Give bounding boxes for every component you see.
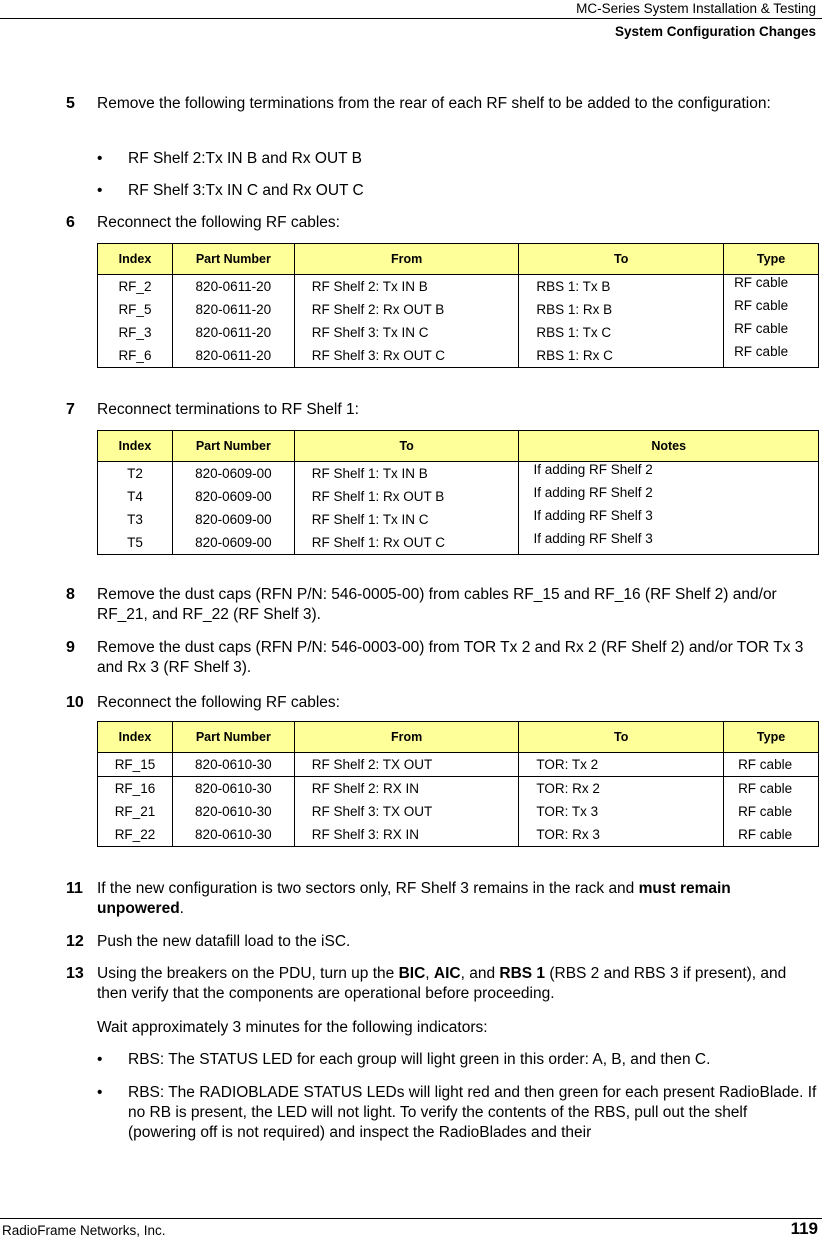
cell: RF_15 [98, 753, 173, 777]
step-text: Remove the dust caps (RFN P/N: 546-0005-00) from cables RF_15 and RF_16 (RF Shelf 2) and/or RF_21, and RF_22 (RF Shelf 3). [97, 586, 777, 623]
cell: RF cable [724, 823, 819, 847]
col-header: Type [724, 244, 819, 275]
cell: T3 [98, 508, 173, 531]
terminations-table [97, 430, 819, 555]
cell: RF Shelf 3: Tx IN C [294, 321, 519, 344]
cell: RBS 1: Rx B [519, 298, 724, 321]
cell: RF Shelf 3: Rx OUT C [294, 344, 519, 368]
table-header-row [98, 244, 819, 275]
cell: If adding RF Shelf 2 [519, 485, 819, 508]
emphasis-text: must remain unpowered [97, 880, 731, 917]
cell: RF Shelf 2: RX IN [294, 777, 519, 801]
bullet-text: RF Shelf 2:Tx IN B and Rx OUT B [128, 150, 363, 167]
rbs1-label: RBS 1 [499, 965, 546, 982]
cell: RF_6 [98, 344, 173, 368]
bullet-icon: • [97, 1084, 103, 1101]
aic-label: AIC [433, 965, 461, 982]
step-number: 5 [66, 95, 75, 112]
cell: RF Shelf 1: Rx OUT C [294, 531, 519, 555]
step-number: 8 [66, 586, 75, 603]
footer-company: RadioFrame Networks, Inc. [2, 1223, 166, 1238]
cell: RF Shelf 3: TX OUT [294, 800, 519, 823]
page-number: 119 [790, 1219, 818, 1238]
cell: 820-0609-00 [172, 462, 294, 486]
bic-label: BIC [398, 965, 426, 982]
step-number: 6 [66, 214, 75, 231]
step-text-part: (RBS 2 and RBS 3 if present), and then verify that the components are operational before proceeding. [97, 965, 787, 1002]
header-title: MC-Series System Installation & Testing [576, 1, 816, 16]
cell: RF cable [724, 753, 819, 777]
cell: RF Shelf 2: Tx IN B [294, 275, 519, 299]
table-row [98, 275, 819, 299]
cell: RF Shelf 2: TX OUT [294, 753, 519, 777]
cell: RF cable [724, 298, 819, 321]
col-header: To [519, 244, 724, 275]
table-row [98, 462, 819, 486]
step-number: 12 [66, 933, 84, 950]
table-row [98, 508, 819, 531]
col-header: From [294, 244, 519, 275]
cell: 820-0609-00 [172, 531, 294, 555]
cell: RF Shelf 1: Rx OUT B [294, 485, 519, 508]
cell: RBS 1: Tx C [519, 321, 724, 344]
table-row [98, 823, 819, 847]
table-row [98, 298, 819, 321]
table-header-row [98, 431, 819, 462]
table-row [98, 800, 819, 823]
col-header: Part Number [172, 722, 294, 753]
col-header: Index [98, 244, 173, 275]
cell: TOR: Rx 3 [519, 823, 724, 847]
cell: TOR: Rx 2 [519, 777, 724, 801]
bullet-text: RF Shelf 3:Tx IN C and Rx OUT C [128, 182, 364, 199]
cell: RBS 1: Tx B [519, 275, 724, 299]
table-row [98, 531, 819, 555]
step-text: Reconnect the following RF cables: [97, 214, 340, 231]
cell: 820-0611-20 [172, 275, 294, 299]
bullet-text: RBS: The RADIOBLADE STATUS LEDs will light red and then green for each present RadioBlade. If no RB is present, the LED will not light. To verify the contents of the RBS, pull out the shelf (powering off is not required) and inspect the RadioBlades and their [128, 1084, 817, 1141]
bullet-icon: • [97, 150, 103, 167]
step-text-part: Using the breakers on the PDU, turn up the [97, 965, 399, 982]
col-header: Index [98, 722, 173, 753]
table-row [98, 321, 819, 344]
col-header: To [519, 722, 724, 753]
cell: RF cable [724, 777, 819, 801]
rf-cables-table-2 [97, 721, 819, 847]
step-text: Reconnect terminations to RF Shelf 1: [97, 401, 359, 418]
cell: RF Shelf 3: RX IN [294, 823, 519, 847]
cell: 820-0611-20 [172, 344, 294, 368]
table-row [98, 753, 819, 777]
cell: 820-0611-20 [172, 321, 294, 344]
cell: 820-0610-30 [172, 753, 294, 777]
cell: T5 [98, 531, 173, 555]
step-number: 7 [66, 401, 75, 418]
step-number: 10 [66, 694, 84, 711]
cell: TOR: Tx 3 [519, 800, 724, 823]
step-number: 9 [66, 639, 75, 656]
step-text [97, 879, 817, 919]
cell: 820-0610-30 [172, 800, 294, 823]
footer-rule [0, 1218, 822, 1219]
table-row [98, 777, 819, 801]
table-row [98, 485, 819, 508]
cell: If adding RF Shelf 3 [519, 508, 819, 531]
cell: RF_5 [98, 298, 173, 321]
separator: , and [460, 965, 500, 982]
cell: 820-0609-00 [172, 485, 294, 508]
col-header: Index [98, 431, 173, 462]
cell: RF_16 [98, 777, 173, 801]
bullet-icon: • [97, 182, 103, 199]
table-header-row [98, 722, 819, 753]
cell: TOR: Tx 2 [519, 753, 724, 777]
header-section: System Configuration Changes [614, 24, 816, 39]
step-text [97, 964, 817, 1004]
cell: RF cable [724, 344, 819, 368]
cell: RF cable [724, 800, 819, 823]
col-header: From [294, 722, 519, 753]
bullet-icon: • [97, 1051, 103, 1068]
step-text: Remove the following terminations from the rear of each RF shelf to be added to the configuration: [97, 95, 771, 112]
separator: , [425, 965, 434, 982]
cell: RF Shelf 2: Rx OUT B [294, 298, 519, 321]
col-header: Notes [519, 431, 819, 462]
table-row [98, 344, 819, 368]
rf-cables-table-1 [97, 243, 819, 368]
cell: 820-0610-30 [172, 777, 294, 801]
cell: RF Shelf 1: Tx IN C [294, 508, 519, 531]
cell: If adding RF Shelf 3 [519, 531, 819, 555]
step-number: 13 [66, 965, 84, 982]
col-header: Part Number [172, 431, 294, 462]
cell: 820-0611-20 [172, 298, 294, 321]
step-text: Push the new datafill load to the iSC. [97, 933, 351, 950]
cell: RBS 1: Rx C [519, 344, 724, 368]
step-text: Remove the dust caps (RFN P/N: 546-0003-00) from TOR Tx 2 and Rx 2 (RF Shelf 2) and/or TOR Tx 3 and Rx 3 (RF Shelf 3). [97, 639, 804, 676]
cell: T2 [98, 462, 173, 486]
cell: RF_2 [98, 275, 173, 299]
cell: RF_22 [98, 823, 173, 847]
step-number: 11 [66, 880, 83, 897]
cell: If adding RF Shelf 2 [519, 462, 819, 486]
step-text: Reconnect the following RF cables: [97, 694, 340, 711]
cell: T4 [98, 485, 173, 508]
col-header: Type [724, 722, 819, 753]
col-header: Part Number [172, 244, 294, 275]
wait-paragraph: Wait approximately 3 minutes for the following indicators: [97, 1019, 488, 1036]
cell: 820-0609-00 [172, 508, 294, 531]
cell: 820-0610-30 [172, 823, 294, 847]
step-text-part: . [179, 900, 184, 917]
step-text-part: If the new configuration is two sectors only, RF Shelf 3 remains in the rack and [97, 880, 639, 897]
bullet-text: RBS: The STATUS LED for each group will light green in this order: A, B, and then C. [128, 1051, 711, 1068]
header-rule [0, 18, 822, 19]
cell: RF cable [724, 275, 819, 299]
col-header: To [294, 431, 519, 462]
cell: RF cable [724, 321, 819, 344]
cell: RF_3 [98, 321, 173, 344]
cell: RF Shelf 1: Tx IN B [294, 462, 519, 486]
cell: RF_21 [98, 800, 173, 823]
